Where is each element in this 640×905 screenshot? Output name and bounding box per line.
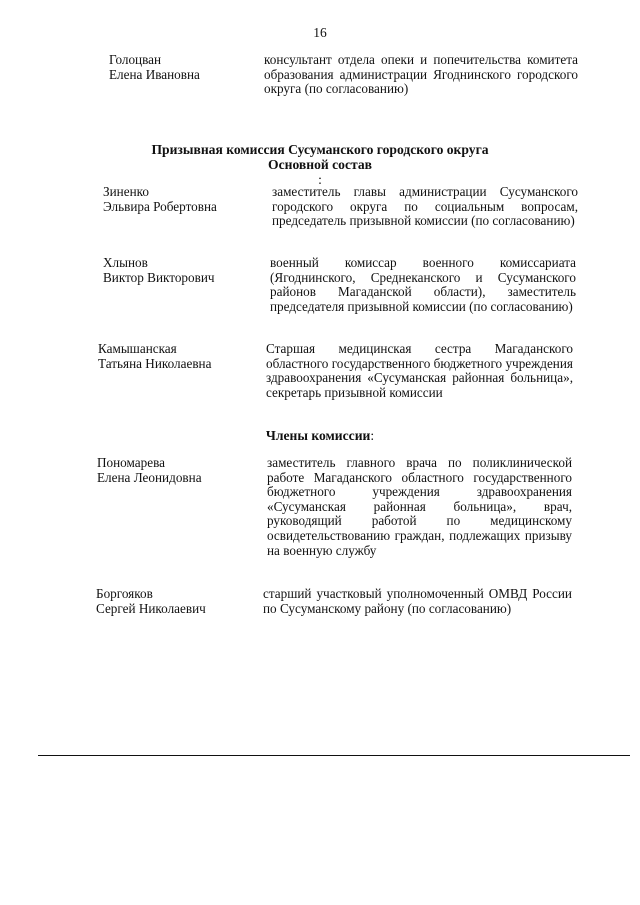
person-given-name: Татьяна Николаевна <box>98 355 212 371</box>
commission-title-text: Призывная комиссия Сусуманского городского округа <box>151 142 489 157</box>
person-name <box>103 185 217 214</box>
person-given-name: Сергей Николаевич <box>96 600 206 616</box>
person-surname: Голоцван <box>109 52 162 67</box>
person-name <box>96 587 206 616</box>
person-name <box>103 256 215 285</box>
page-number: 16 <box>313 25 327 40</box>
person-given-name: Виктор Викторович <box>103 269 215 285</box>
page-bottom-rule <box>38 755 630 756</box>
person-surname: Камышанская <box>98 341 177 356</box>
person-given-name: Эльвира Робертовна <box>103 198 217 214</box>
person-role: заместитель главы администрации Сусуманского городского округа по социальным вопросам, председатель призывной комиссии (по согласованию) <box>272 184 578 229</box>
members-heading: Члены комиссии: <box>265 428 375 443</box>
main-composition-heading: Основной состав : <box>268 157 372 187</box>
person-surname: Пономарева <box>97 455 165 470</box>
person-role: консультант отдела опеки и попечительства комитета образования администрации Ягоднинского городского округа (по согласованию) <box>264 52 578 97</box>
commission-title <box>0 142 640 187</box>
person-given-name: Елена Леонидовна <box>97 469 202 485</box>
person-role: Старшая медицинская сестра Магаданского областного государственного бюджетного учреждения здравоохранения «Сусуманская районная больница», секретарь призывной комиссии <box>266 341 573 400</box>
person-role: заместитель главного врача по поликлинической работе Магаданского областного государственного бюджетного учреждения здравоохранения «Сусуманская районная больница», врач, руководящий работой по медицинскому освидетельствованию граждан, подлежащих призыву на военную службу <box>267 455 572 558</box>
person-role: военный комиссар военного комиссариата (Ягоднинского, Среднеканского и Сусуманского районов Магаданской области), заместитель председателя призывной комиссии (по согласованию) <box>270 255 576 314</box>
person-name <box>97 456 202 485</box>
person-name <box>109 53 200 82</box>
person-surname: Зиненко <box>103 184 149 199</box>
person-surname: Боргояков <box>96 586 153 601</box>
person-surname: Хлынов <box>103 255 148 270</box>
person-role: старший участковый уполномоченный ОМВД России по Сусуманскому району (по согласованию) <box>263 586 572 616</box>
person-name <box>98 342 211 371</box>
person-given-name: Елена Ивановна <box>109 66 200 82</box>
